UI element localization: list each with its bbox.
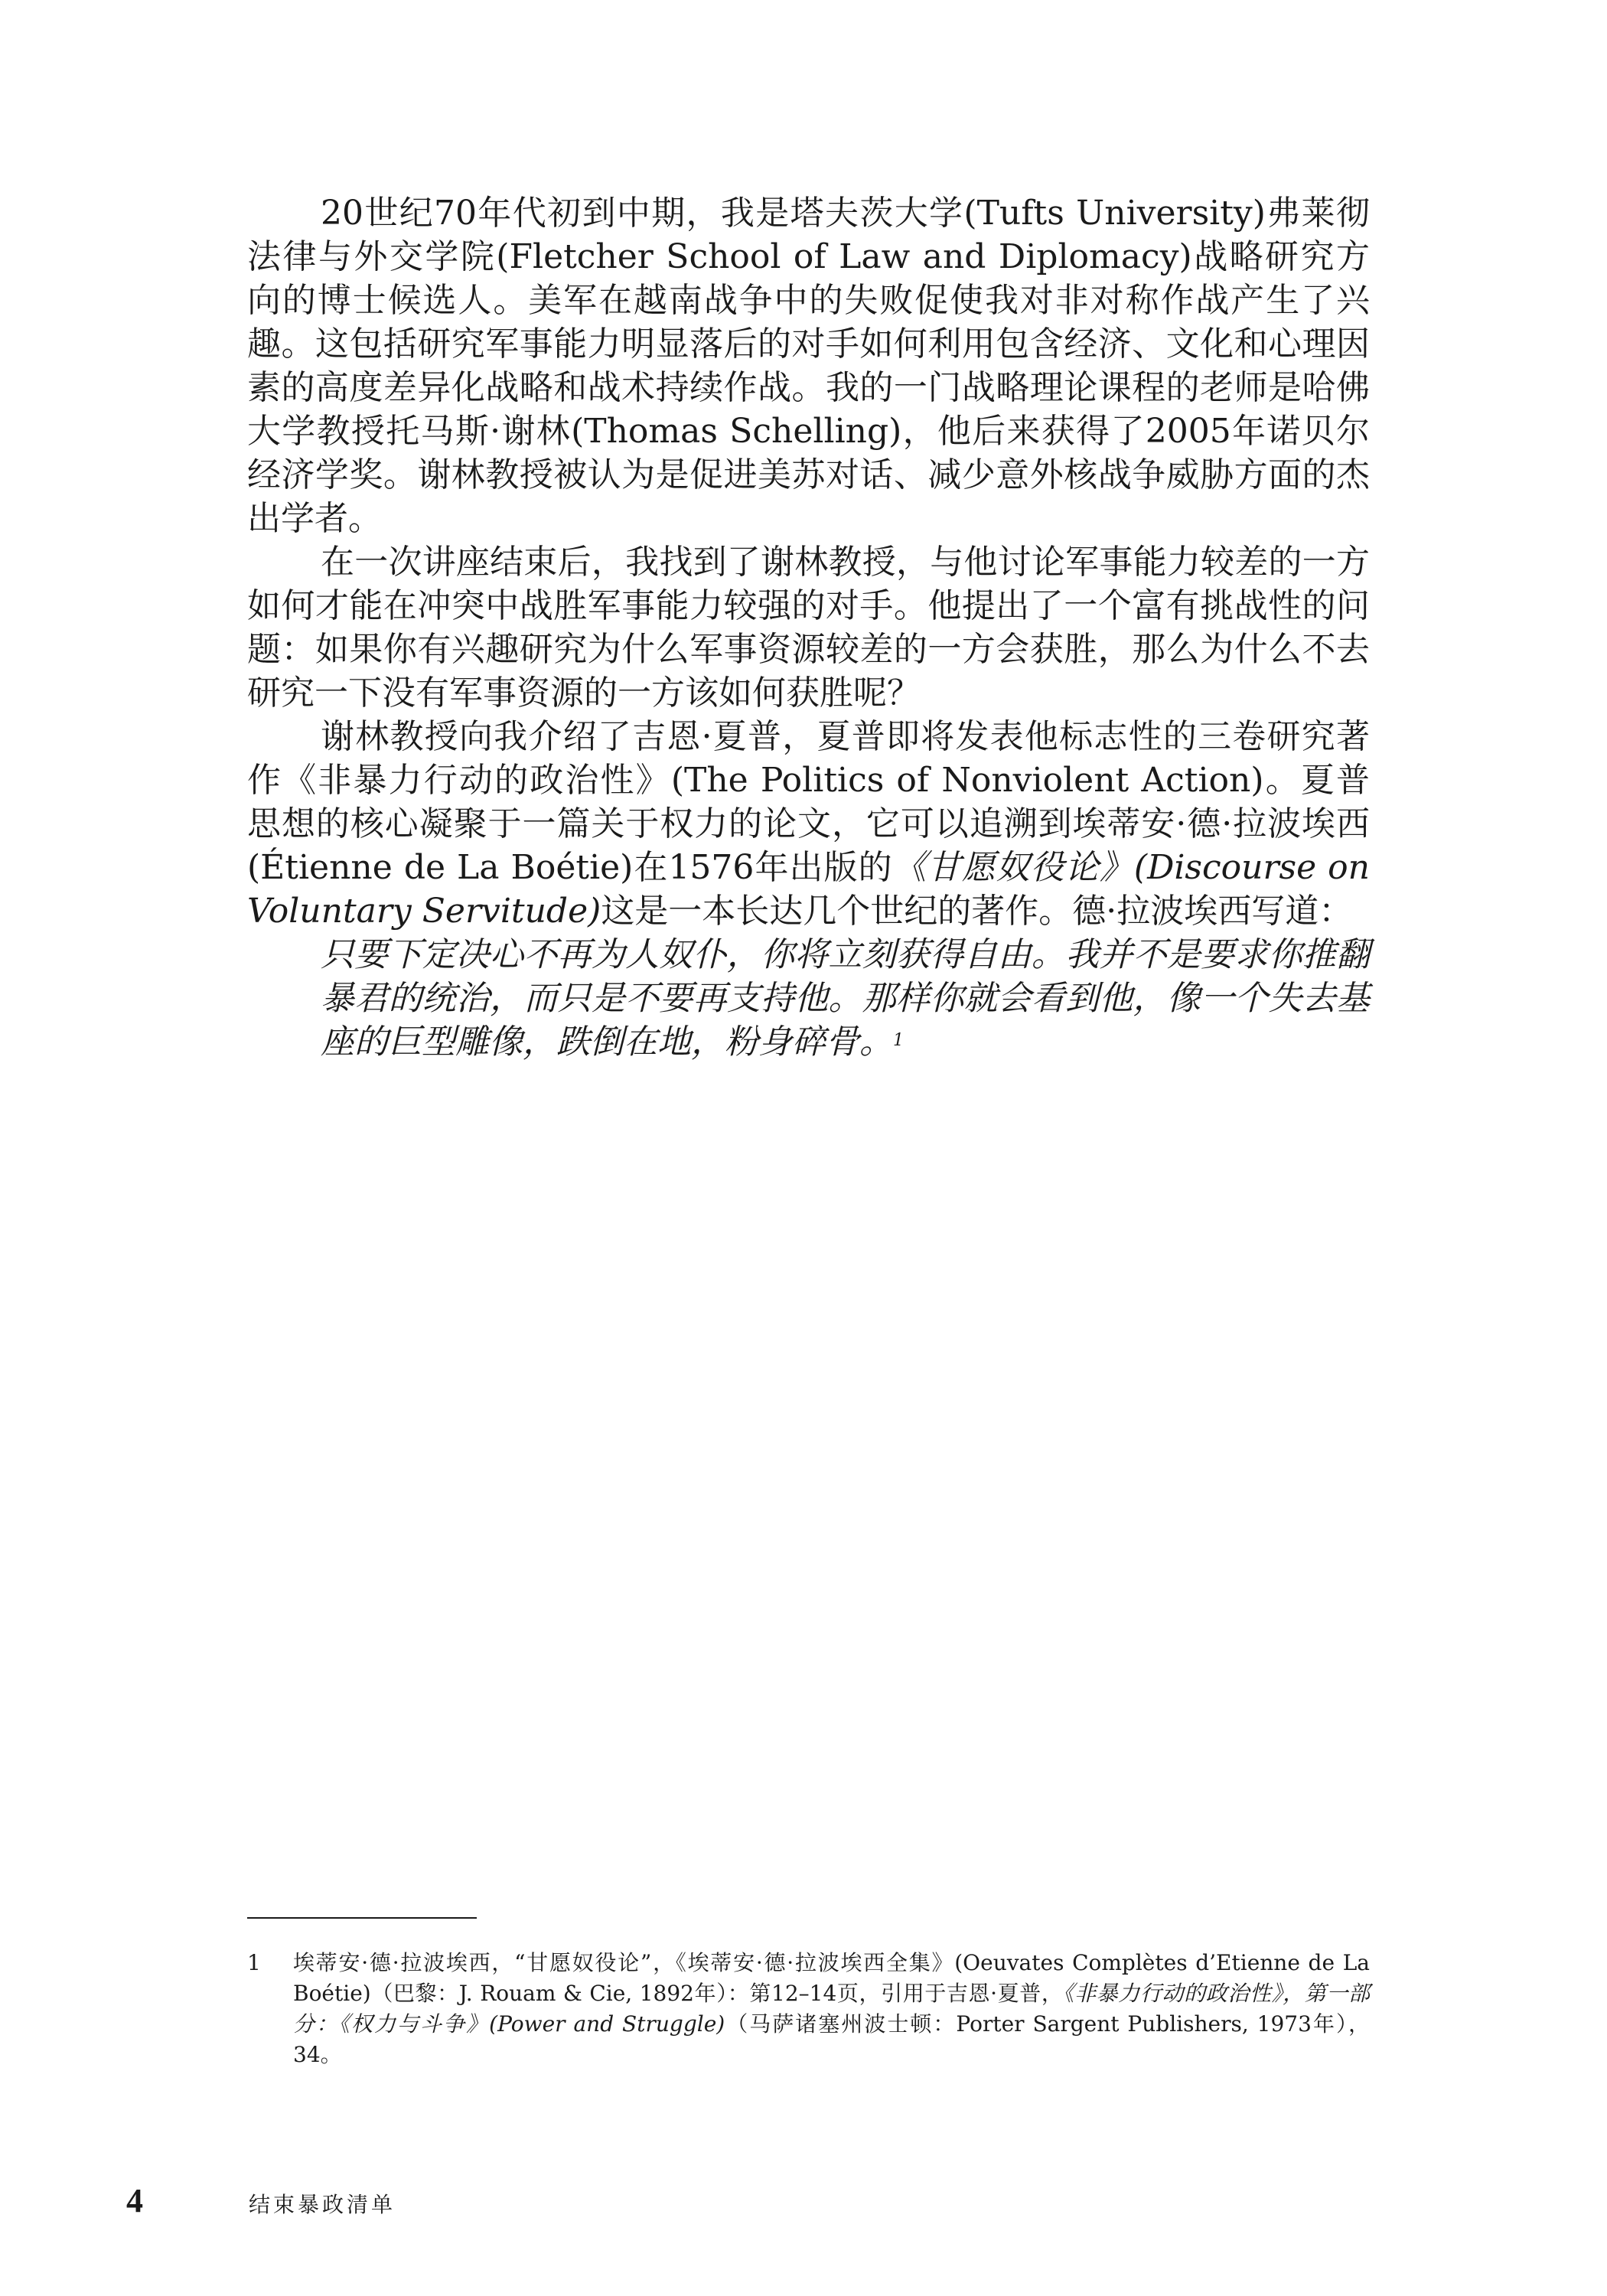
footnote-part-2-italic: 《非暴力行动的政治性》，第一部分：《权力与斗争》(Power and Struggle) — [293, 1981, 1370, 2037]
main-text — [247, 191, 1370, 1064]
book-title-italic: 《甘愿奴役论》(Discourse on Voluntary Servitude) — [247, 848, 1370, 931]
paragraph-1: 20世纪70年代初到中期，我是塔夫茨大学(Tufts University)弗莱彻法律与外交学院(Fletcher School of Law and Diplomacy)战略研究方向的博士候选人。美军在越南战争中的失败促使我对非对称作战产生了兴趣。这包括研究军事能力明显落后的对手如何利用包含经济、文化和心理因素的高度差异化战略和战术持续作战。我的一门战略理论课程的老师是哈佛大学教授托马斯·谢林(Thomas Schelling)，他后来获得了2005年诺贝尔经济学奖。谢林教授被认为是促进美苏对话、减少意外核战争威胁方面的杰出学者。 — [247, 194, 1370, 538]
footnote-number: 1 — [247, 1950, 261, 1975]
running-title: 结束暴政清单 — [249, 2192, 396, 2217]
footnote-reference[interactable]: 1 — [893, 1031, 904, 1050]
footnote-divider — [247, 1917, 477, 1919]
block-quote — [247, 933, 1370, 1064]
footnote — [247, 1948, 1370, 2070]
footnote-part-3: （马萨诸塞州波士顿：Porter Sargent Publishers, 1973年），34。 — [293, 2011, 1370, 2067]
page-footer — [126, 2181, 396, 2220]
quote-text: 只要下定决心不再为人奴仆，你将立刻获得自由。我并不是要求你推翻暴君的统治，而只是不要再支持他。那样你就会看到他，像一个失去基座的巨型雕像，跌倒在地，粉身碎骨。 — [321, 935, 1370, 1062]
page-number: 4 — [126, 2182, 143, 2219]
paragraph-3 — [247, 715, 1370, 933]
footnote-text — [293, 1948, 1370, 2070]
paragraph-3-part-a: 谢林教授向我介绍了吉恩·夏普，夏普即将发表他标志性的三卷研究著作《非暴力行动的政治性》(The Politics of Nonviolent Action)。夏普思想的核心凝聚于一篇关于权力的论文，它可以追溯到埃蒂安·德·拉波埃西(Étienne de La Boétie)在1576年出版的 — [247, 717, 1370, 887]
paragraph-2: 在一次讲座结束后，我找到了谢林教授，与他讨论军事能力较差的一方如何才能在冲突中战胜军事能力较强的对手。他提出了一个富有挑战性的问题：如果你有兴趣研究为什么军事资源较差的一方会获胜，那么为什么不去研究一下没有军事资源的一方该如何获胜呢？ — [247, 543, 1370, 713]
footnote-part-1: 埃蒂安·德·拉波埃西，“甘愿奴役论”，《埃蒂安·德·拉波埃西全集》(Oeuvates Complètes d’Etienne de La Boétie)（巴黎：J. Rouam & Cie, 1892年）：第12–14页，引用于吉恩·夏普， — [293, 1950, 1370, 2006]
paragraph-3-part-b: 这是一本长达几个世纪的著作。德·拉波埃西写道： — [601, 892, 1353, 931]
